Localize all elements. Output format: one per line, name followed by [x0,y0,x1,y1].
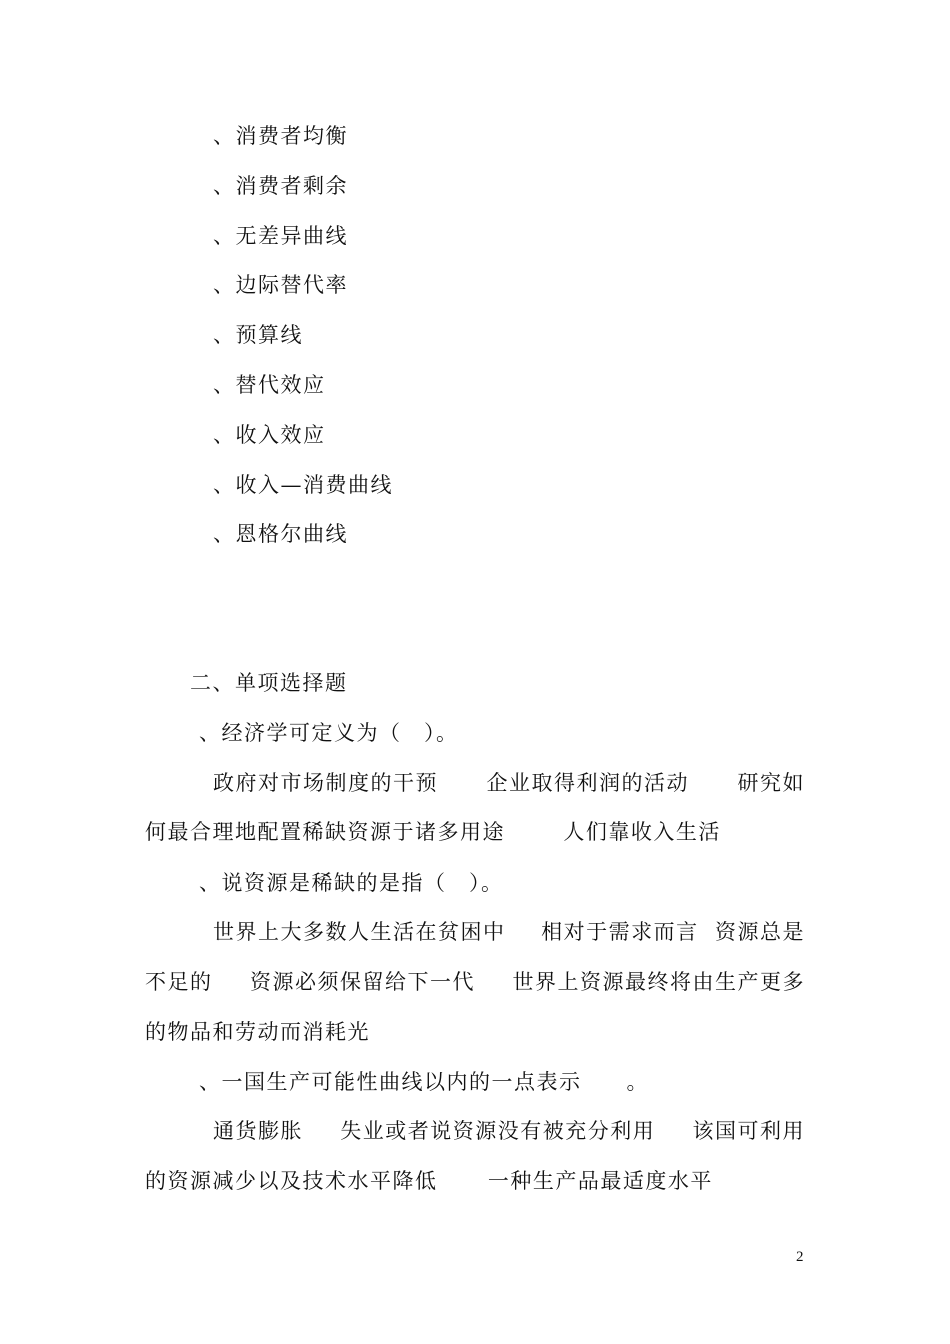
question-stem: 、经济学可定义为（ ）。 [199,721,459,745]
section-title: 二、单项选择题 [190,671,348,695]
term-item: 、预算线 [213,323,303,347]
page-number: 2 [796,1249,804,1265]
option-text: 世界上资源最终将由生产更多 [512,970,805,994]
term-item: 、收入效应 [213,423,326,447]
term-item: 、消费者剩余 [213,174,348,198]
options-line [145,818,721,846]
option-text: 人们靠收入生活 [563,820,721,844]
options-line [213,918,805,946]
option-text: 不足的 [145,970,213,994]
option-text: 何最合理地配置稀缺资源于诸多用途 [145,820,505,844]
term-item: 、边际替代率 [213,273,348,297]
question-stem: 、说资源是稀缺的是指（ ）。 [199,871,504,895]
options-line [213,769,805,797]
option-text: 资源必须保留给下一代 [250,970,475,994]
option-text: 的资源减少以及技术水平降低 [145,1169,438,1193]
term-item: 、收入—消费曲线 [213,473,393,497]
term-item: 、恩格尔曲线 [213,522,348,546]
options-line: 的物品和劳动而消耗光 [145,1020,370,1044]
options-line [213,1117,805,1145]
option-text: 相对于需求而言 资源总是 [541,920,805,944]
term-item: 、无差异曲线 [213,224,348,248]
option-text: 失业或者说资源没有被充分利用 [340,1119,656,1143]
options-line [145,968,805,996]
option-text: 世界上大多数人生活在贫困中 [213,920,506,944]
options-line [145,1167,713,1195]
option-text: 研究如 [737,771,805,795]
term-item: 、消费者均衡 [213,124,348,148]
question-stem: 、一国生产可能性曲线以内的一点表示 。 [199,1070,649,1094]
option-text: 该国可利用 [692,1119,805,1143]
term-item: 、替代效应 [213,373,326,397]
option-text: 政府对市场制度的干预 [213,771,438,795]
option-text: 企业取得利润的活动 [486,771,689,795]
option-text: 通货膨胀 [213,1119,303,1143]
option-text: 一种生产品最适度水平 [487,1169,713,1193]
